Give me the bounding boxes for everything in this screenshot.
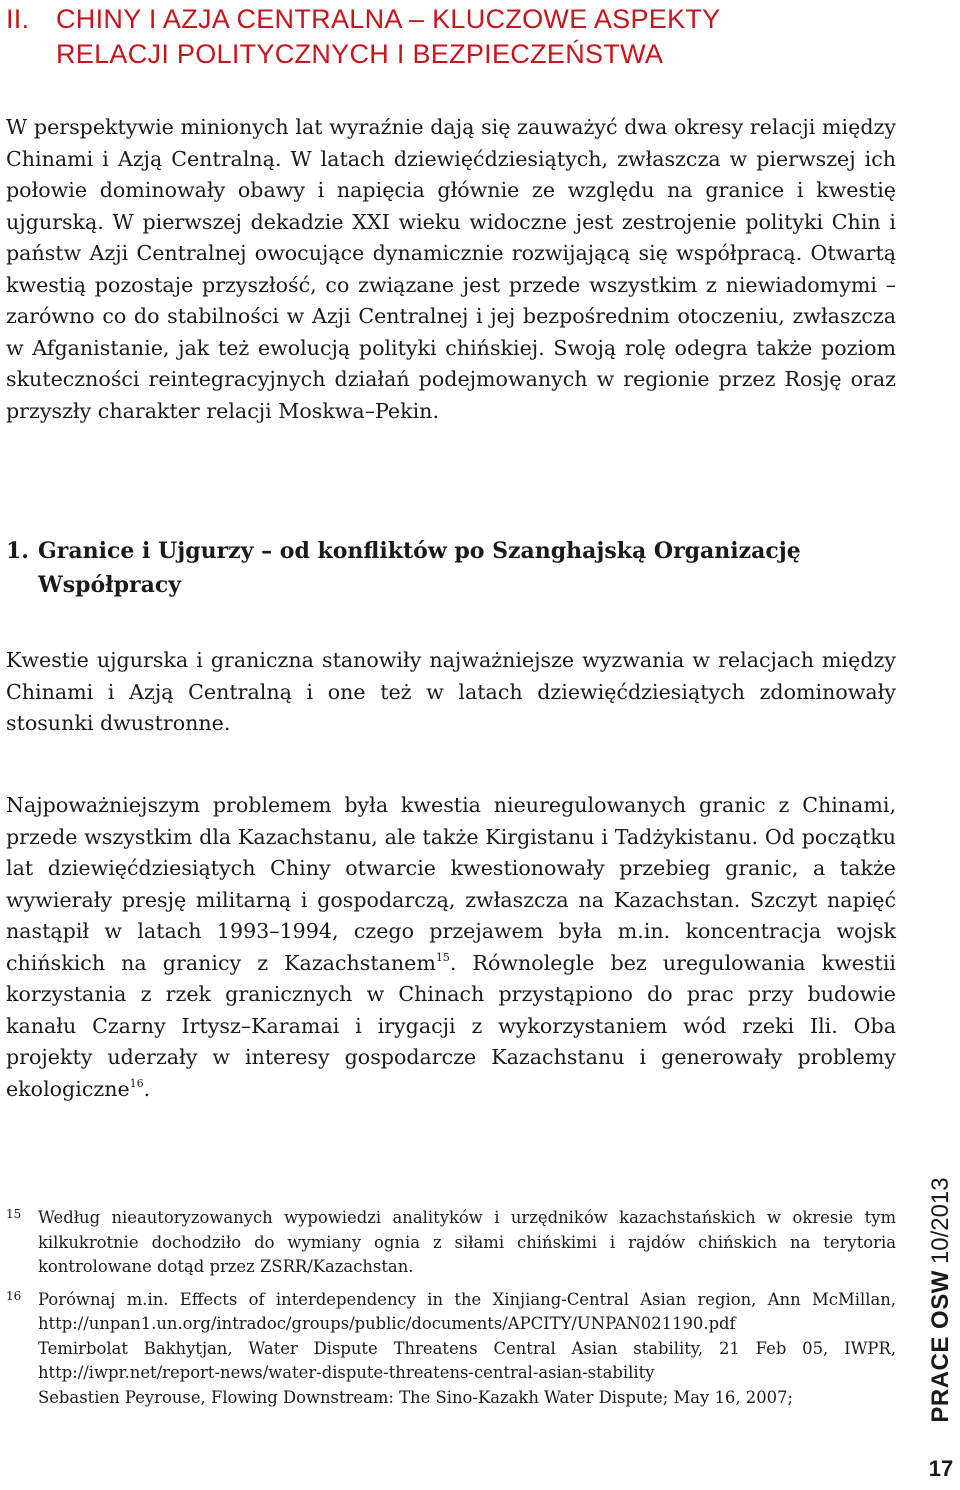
- footnote-16: [6, 1288, 896, 1411]
- footnotes: [6, 1206, 896, 1418]
- body-paragraph-3: [6, 790, 896, 1105]
- section-number: 1.: [6, 538, 29, 564]
- paragraph-3-part-2: . Równolegle bez uregulowania kwestii korzystania z rzek granicznych w Chinach przystąpiono do prac przy budowie kanału Czarny Irtysz–Karamai i irygacji z wykorzystaniem wód rzeki Ili. Oba projekty uderzały w interesy gospodarcze Kazachstanu i generowały problemy ekologiczne: [6, 950, 896, 1101]
- footnote-line: Temirbolat Bakhytjan, Water Dispute Threatens Central Asian stability, 21 Feb 05, IWPR, http://iwpr.net/report-news/water-dispute-threatens-central-asian-stability: [38, 1338, 896, 1382]
- chapter-title-line-2: RELACJI POLITYCZNYCH I BEZPIECZEŃSTWA: [56, 39, 664, 69]
- publication-issue: 10/2013: [927, 1177, 954, 1265]
- footnote-15: [6, 1206, 896, 1280]
- chapter-title: [6, 2, 886, 72]
- paragraph-3-part-3: .: [143, 1076, 151, 1101]
- page-number: 17: [928, 1456, 954, 1481]
- body-paragraph-2: Kwestie ujgurska i graniczna stanowiły najważniejsze wyzwania w relacjach między Chinami i Azją Centralną i one też w latach dziewięćdziesiątych zdominowały stosunki dwustronne.: [6, 648, 896, 735]
- chapter-number: II.: [6, 4, 30, 34]
- footnote-number: 16: [6, 1288, 22, 1303]
- publication-side-label: [922, 1177, 960, 1423]
- footnote-line: Według nieautoryzowanych wypowiedzi analityków i urzędników kazachstańskich w okresie tym kilkukrotnie dochodziło do wymiany ognia z siłami chińskimi i rajdów chińskich na terytoria kontrolowane dotąd przez ZSRR/Kazachstan.: [38, 1208, 896, 1276]
- footnote-line: Sebastien Peyrouse, Flowing Downstream: The Sino-Kazakh Water Dispute; May 16, 2007;: [38, 1387, 794, 1407]
- publication-brand: PRACE OSW: [927, 1270, 954, 1423]
- section-heading: [6, 534, 886, 602]
- footnote-ref-16[interactable]: 16: [129, 1076, 144, 1090]
- section-title-line-1: Granice i Ujgurzy – od konfliktów po Szanghajską Organizację: [38, 538, 801, 564]
- footnote-text: [38, 1206, 896, 1280]
- paragraph-3-part-1: Najpoważniejszym problemem była kwestia nieuregulowanych granic z Chinami, przede wszystkim dla Kazachstanu, ale także Kirgistanu i Tadżykistanu. Od początku lat dziewięćdziesiątych Chiny otwarcie kwestionowały przebieg granic, a także wywierały presję militarną i gospodarczą, zwłaszcza na Kazachstan. Szczyt napięć nastąpił w latach 1993–1994, czego przejawem była m.in. koncentracja wojsk chińskich na granicy z Kazachstanem: [6, 793, 896, 975]
- section-title-line-2: Współpracy: [38, 572, 182, 598]
- footnote-line: Porównaj m.in. Effects of interdependency in the Xinjiang-Central Asian region, Ann McMillan, http://unpan1.un.org/intradoc/groups/public/documents/APCITY/UNPAN021190.pdf: [38, 1289, 896, 1333]
- footnote-ref-15[interactable]: 15: [435, 950, 450, 964]
- intro-paragraph: W perspektywie minionych lat wyraźnie dają się zauważyć dwa okresy relacji między Chinami i Azją Centralną. W latach dziewięćdziesiątych, zwłaszcza w pierwszej ich połowie dominowały obawy i napięcia głównie ze względu na granice i kwestię ujgurską. W pierwszej dekadzie XXI wieku widoczne jest zestrojenie polityki Chin i państw Azji Centralnej owocujące dynamicznie rozwijającą się współpracą. Otwartą kwestią pozostaje przyszłość, co związane jest przede wszystkim z niewiadomymi – zarówno co do stabilności w Azji Centralnej i jej bezpośrednim otoczeniu, zwłaszcza w Afganistanie, jak też ewolucją polityki chińskiej. Swoją rolę odegra także poziom skuteczności reintegracyjnych działań podejmowanych w regionie przez Rosję oraz przyszły charakter relacji Moskwa–Pekin.: [6, 115, 896, 423]
- chapter-title-line-1: CHINY I AZJA CENTRALNA – KLUCZOWE ASPEKTY: [56, 4, 721, 34]
- footnote-number: 15: [6, 1207, 22, 1221]
- footnote-text: [38, 1288, 896, 1411]
